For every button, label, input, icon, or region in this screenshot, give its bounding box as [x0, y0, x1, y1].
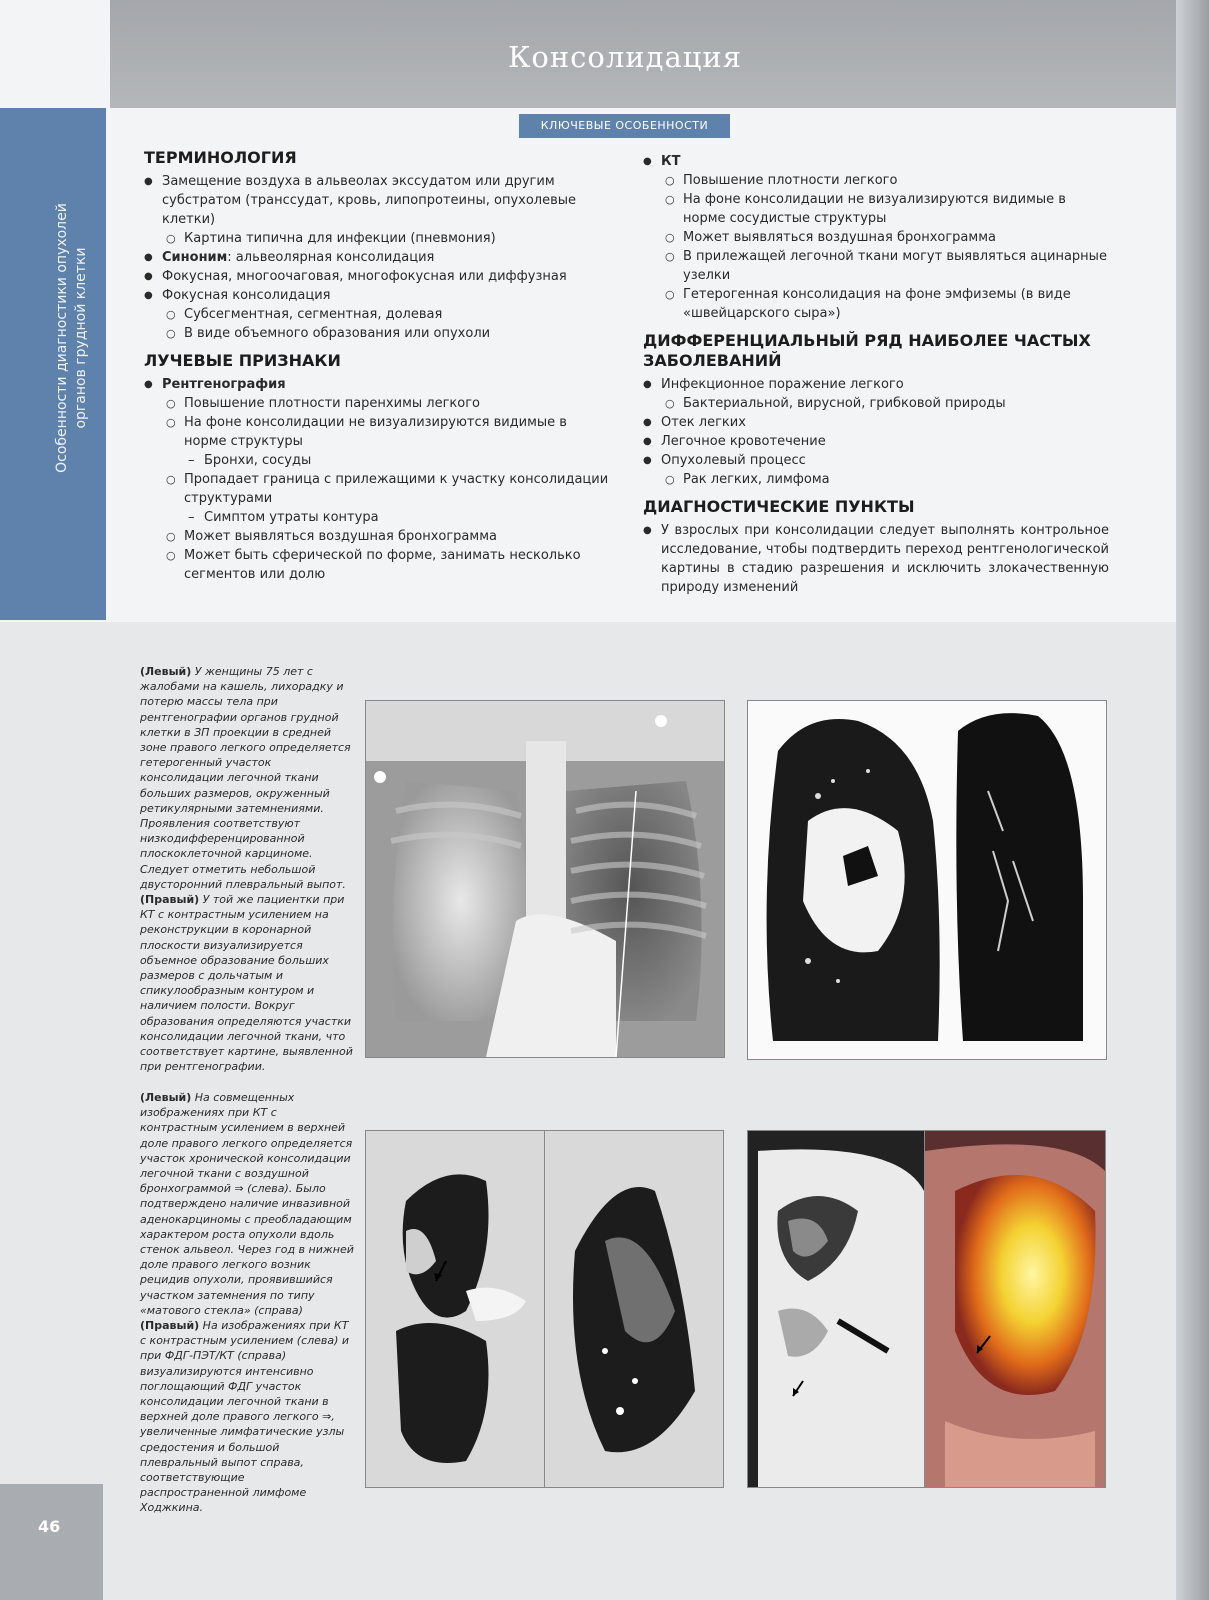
coronal-ct-image: [747, 700, 1107, 1060]
figure-caption-2: [140, 1090, 356, 1516]
axial-ct-left-illustration: [366, 1131, 544, 1487]
list-item: ● Отек легких: [643, 413, 1109, 432]
list-subsubitem: – Симптом утраты контура: [144, 508, 610, 527]
caption-right-text: На изображениях при КТ с контрастным усилением (слева) и при ФДГ-ПЭТ/КТ (справа) визуализируются интенсивно поглощающий ФДГ участок консолидации легочной ткани в верхней доле правого легкого ⇒, увеличенные лимфатические узлы средостения и большой плевральный выпот справа, соответствующие распространенной лимфоме Ходжкина.: [140, 1319, 350, 1515]
list-subitem: ○ На фоне консолидации не визуализируются видимые в норме сосудистые структуры: [643, 190, 1109, 228]
axial-ct-contrast-illustration: [748, 1131, 924, 1487]
section-sidebar: [0, 108, 106, 620]
list-subitem: ○ Субсегментная, сегментная, долевая: [144, 305, 610, 324]
list-item: [643, 152, 1109, 171]
list-subitem: ○ Может выявляться воздушная бронхограмма: [144, 527, 610, 546]
caption-right-label: (Правый): [140, 893, 200, 907]
coronal-ct-illustration: [748, 701, 1106, 1059]
sidebar-title-line1: Особенности диагностики опухолей: [54, 203, 70, 473]
caption-left-text: У женщины 75 лет с жалобами на кашель, лихорадку и потерю массы тела при рентгенографии органов грудной клетки в ЗП проекции в средней зоне правого легкого определяется гетерогенный участок консолидации легочной ткани больших размеров, окруженный ретикулярными затемнениями. Проявления соответствуют низкодифференцированной плоскоклеточной карциноме. Следует отметить небольшой двусторонний плевральный выпот.: [140, 665, 351, 891]
list-subitem: ○ В виде объемного образования или опухоли: [144, 324, 610, 343]
list-subsubitem: – Бронхи, сосуды: [144, 451, 610, 470]
ct-label: КТ: [661, 154, 681, 169]
caption-left-label: (Левый): [140, 665, 192, 678]
list-subitem: ○ Повышение плотности паренхимы легкого: [144, 394, 610, 413]
list-subitem: ○ Пропадает граница с прилежащими к участку консолидации структурами: [144, 470, 610, 508]
list-subitem: ○ Повышение плотности легкого: [643, 171, 1109, 190]
left-column: [144, 148, 610, 584]
list-item: ● Замещение воздуха в альвеолах экссудатом или другим субстратом (транссудат, кровь, липопротеины, опухолевые клетки): [144, 172, 610, 229]
caption-left-text: На совмещенных изображениях при КТ с контрастным усилением в верхней доле правого легкого определяется участок хронической консолидации легочной ткани с воздушной бронхограммой ⇒ (слева). Было подтверждено наличие инвазивной аденокарциномы с преобладающим характером роста опухоли вдоль стенок альвеол. Через год в нижней доле правого легкого возник рецидив опухоли, проявившийся участком затемнения по типу «матового стекла» (справа): [140, 1091, 354, 1317]
page-number: 46: [38, 1517, 61, 1536]
axial-ct-image-right: [544, 1130, 724, 1488]
list-subitem: ○ В прилежащей легочной ткани могут выявляться ацинарные узелки: [643, 247, 1109, 285]
page-title: Консолидация: [507, 40, 743, 74]
terminology-heading: ТЕРМИНОЛОГИЯ: [144, 148, 297, 167]
list-subitem: ○ Может быть сферической по форме, занимать несколько сегментов или долю: [144, 546, 610, 584]
figure-caption-1: [140, 664, 356, 1074]
sidebar-title: [53, 148, 91, 528]
list-subitem: ○ Картина типична для инфекции (пневмония): [144, 229, 610, 248]
list-item: [144, 375, 610, 394]
axial-ct-image-left: [365, 1130, 545, 1488]
list-item: ● Опухолевый процесс: [643, 451, 1109, 470]
key-features-badge: КЛЮЧЕВЫЕ ОСОБЕННОСТИ: [519, 114, 730, 138]
radiology-heading: ЛУЧЕВЫЕ ПРИЗНАКИ: [144, 351, 341, 370]
diagnostic-heading: ДИАГНОСТИЧЕСКИЕ ПУНКТЫ: [643, 497, 915, 516]
right-column: [643, 152, 1109, 597]
list-subitem: ○ Гетерогенная консолидация на фоне эмфиземы (в виде «швейцарского сыра»): [643, 285, 1109, 323]
axial-ct-right-illustration: [545, 1131, 723, 1487]
list-subitem: ○ Рак легких, лимфома: [643, 470, 1109, 489]
differential-heading: ДИФФЕРЕНЦИАЛЬНЫЙ РЯД НАИБОЛЕЕ ЧАСТЫХ ЗАБОЛЕВАНИЙ: [643, 331, 1091, 370]
list-item: ● Фокусная, многоочаговая, многофокусная или диффузная: [144, 267, 610, 286]
pet-ct-illustration: [925, 1131, 1105, 1487]
list-item: ● Фокусная консолидация: [144, 286, 610, 305]
xray-label: Рентгенография: [162, 377, 286, 392]
list-item: ● Инфекционное поражение легкого: [643, 375, 1109, 394]
chest-xray-illustration: [366, 701, 724, 1057]
synonym-text: : альвеолярная консолидация: [227, 250, 435, 265]
list-subitem: ○ Может выявляться воздушная бронхограмма: [643, 228, 1109, 247]
list-subitem: ○ На фоне консолидации не визуализируются видимые в норме структуры: [144, 413, 610, 451]
caption-right-label: (Правый): [140, 1319, 200, 1333]
synonym-label: Синоним: [162, 250, 228, 265]
pet-ct-image: [924, 1130, 1106, 1488]
caption-right-text: У той же пациентки при КТ с контрастным усилением на реконструкции в коронарной плоскости визуализируется объемное образование больших размеров с дольчатым и спикулообразным контуром и наличием полости. Вокруг образования определяются участки консолидации легочной ткани, что соответствует картине, выявленной при рентгенографии.: [140, 893, 353, 1074]
list-item: [144, 248, 610, 267]
axial-ct-contrast-image: [747, 1130, 925, 1488]
sidebar-title-line2: органов грудной клетки: [73, 247, 89, 429]
caption-left-label: (Левый): [140, 1091, 192, 1104]
list-item: ● Легочное кровотечение: [643, 432, 1109, 451]
chest-xray-image: [365, 700, 725, 1058]
list-subitem: ○ Бактериальной, вирусной, грибковой природы: [643, 394, 1109, 413]
page-edge-shadow: [1176, 0, 1209, 1600]
page-number-box: [0, 1484, 103, 1600]
list-item: ● У взрослых при консолидации следует выполнять контрольное исследование, чтобы подтвердить переход рентгенологической картины в стадию разрешения и исключить злокачественную природу изменений: [643, 521, 1109, 597]
